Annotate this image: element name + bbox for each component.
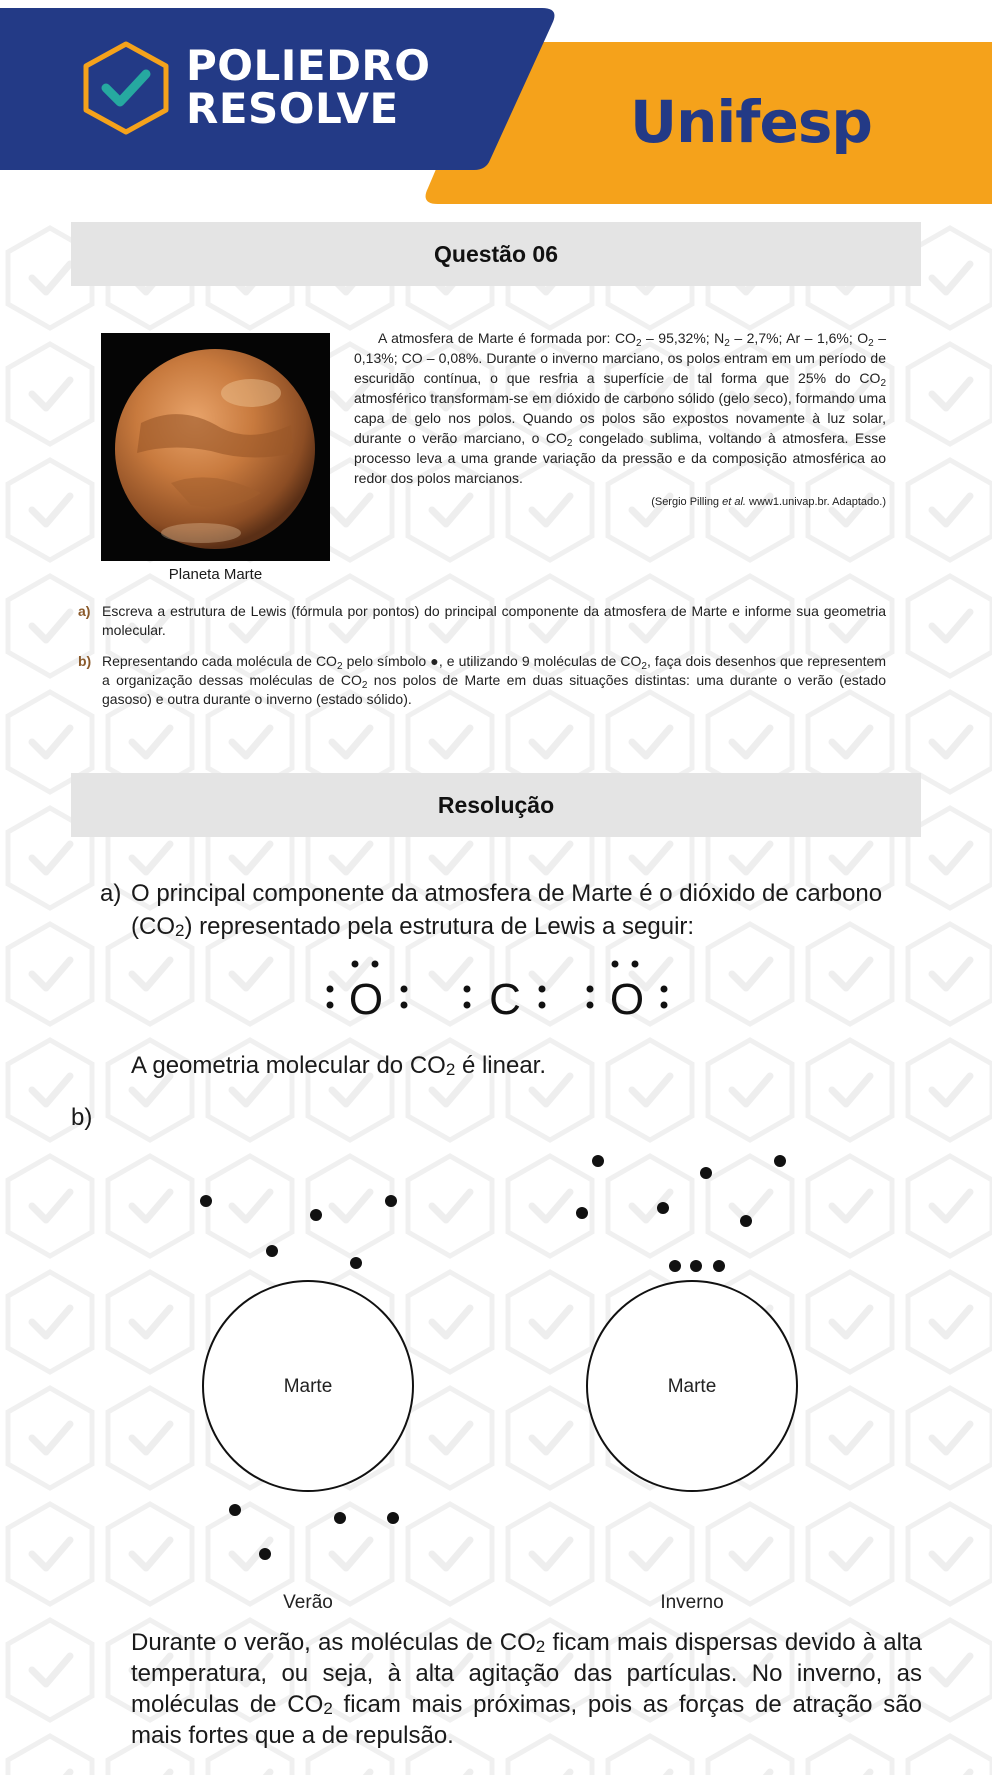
planet-label-winter: Marte (667, 1376, 717, 1397)
winter-molecules (576, 1155, 786, 1272)
molecule-dot (266, 1245, 278, 1257)
molecule-dot (700, 1167, 712, 1179)
lewis-atom-c: C (489, 975, 521, 1024)
hexagon-check-icon (80, 40, 172, 136)
brand-line2: RESOLVE (186, 84, 399, 133)
brand-logo-text (186, 41, 431, 133)
question-item-a (78, 602, 886, 640)
summer-label: Verão (283, 1592, 333, 1613)
exam-name: Unifesp (630, 88, 872, 156)
resolution-b-label: b) (71, 1104, 93, 1131)
molecule-dot (576, 1207, 588, 1219)
molecule-dot (387, 1512, 399, 1524)
resolution-a-line2: $(CO_2)$ representado pela estrutura de Lewis a seguir: (131, 913, 695, 940)
resolution-a-line1: O principal componente da atmosfera de Marte é o dióxido de carbono (131, 880, 883, 907)
item-a-label: a) (78, 603, 91, 619)
conclusion-paragraph: Durante o verão, as moléculas de $CO_2$ ficam mais dispersas devido à alta temperatura, ou seja, à alta agitação das partículas. No inverno, as moléculas de $CO_2$ ficam mais próximas, pois as forças de atração são mais fortes que a de repulsão. (131, 1629, 923, 1749)
molecule-diagram (140, 1140, 840, 1620)
molecule-dot (774, 1155, 786, 1167)
molecule-dot (740, 1215, 752, 1227)
molecule-dot (229, 1504, 241, 1516)
item-b-label: b) (78, 653, 92, 669)
resolution-a (100, 877, 924, 943)
molecule-dot (690, 1260, 702, 1272)
source-citation: (Sergio Pilling et al. www1.univap.br. Adaptado.) (651, 496, 886, 508)
lewis-atom-o-right: O (609, 975, 645, 1024)
item-b-text: Representando cada molécula de $CO_2$ pelo símbolo ●, e utilizando 9 moléculas de $CO_2$, faça dois desenhos que representem a organização dessas moléculas de $CO_2$ nos polos de Marte em duas situações distintas: uma durante o verão (estado gasoso) e outra durante o inverno (estado sólido). (102, 653, 887, 707)
molecule-dot (592, 1155, 604, 1167)
question-item-b (78, 652, 886, 709)
molecule-dot (310, 1209, 322, 1221)
mars-image (101, 333, 330, 561)
lewis-atom-o-left: O (348, 975, 384, 1024)
molecule-dot (259, 1548, 271, 1560)
resolution-a-label: a) (100, 880, 122, 907)
resolution-title: Resolução (71, 773, 921, 837)
molecule-dot (334, 1512, 346, 1524)
molecule-dot (669, 1260, 681, 1272)
winter-label: Inverno (660, 1592, 724, 1613)
molecule-dot (200, 1195, 212, 1207)
molecule-dot (657, 1202, 669, 1214)
question-title: Questão 06 (71, 222, 921, 286)
molecule-dot (713, 1260, 725, 1272)
planet-label-summer: Marte (283, 1376, 333, 1397)
molecule-dot (350, 1257, 362, 1269)
question-paragraph: A atmosfera de Marte é formada por: $CO_2 - 95,32\%$; $N_2 - 2,7\%$; Ar – 1,6%; $O_2 - 0,13\%$; CO – 0,08%. Durante o inverno marciano, os polos entram em um período de escuridão contínua, o que resfria a superfície de tal forma que 25% do $CO_2$ atmosférico transformam-se em dióxido de carbono sólido (gelo seco), formando uma capa de gelo nos polos. Quando os polos são expostos novamente à luz solar, durante o verão marciano, o $CO_2$ congelado sublima, voltando à atmosfera. Esse processo leva a uma grande variação da pressão e da composição atmosférica ao redor dos polos marcianos. (354, 330, 887, 486)
lewis-structure (300, 950, 690, 1030)
molecule-dot (385, 1195, 397, 1207)
brand-line1: POLIEDRO (186, 41, 431, 90)
item-a-text: Escreva a estrutura de Lewis (fórmula por pontos) do principal componente da atmosfera de Marte e informe sua geometria molecular. (102, 603, 886, 638)
geometry-text: A geometria molecular do $CO_2$ é linear. (131, 1052, 547, 1079)
image-caption: Planeta Marte (168, 566, 263, 583)
